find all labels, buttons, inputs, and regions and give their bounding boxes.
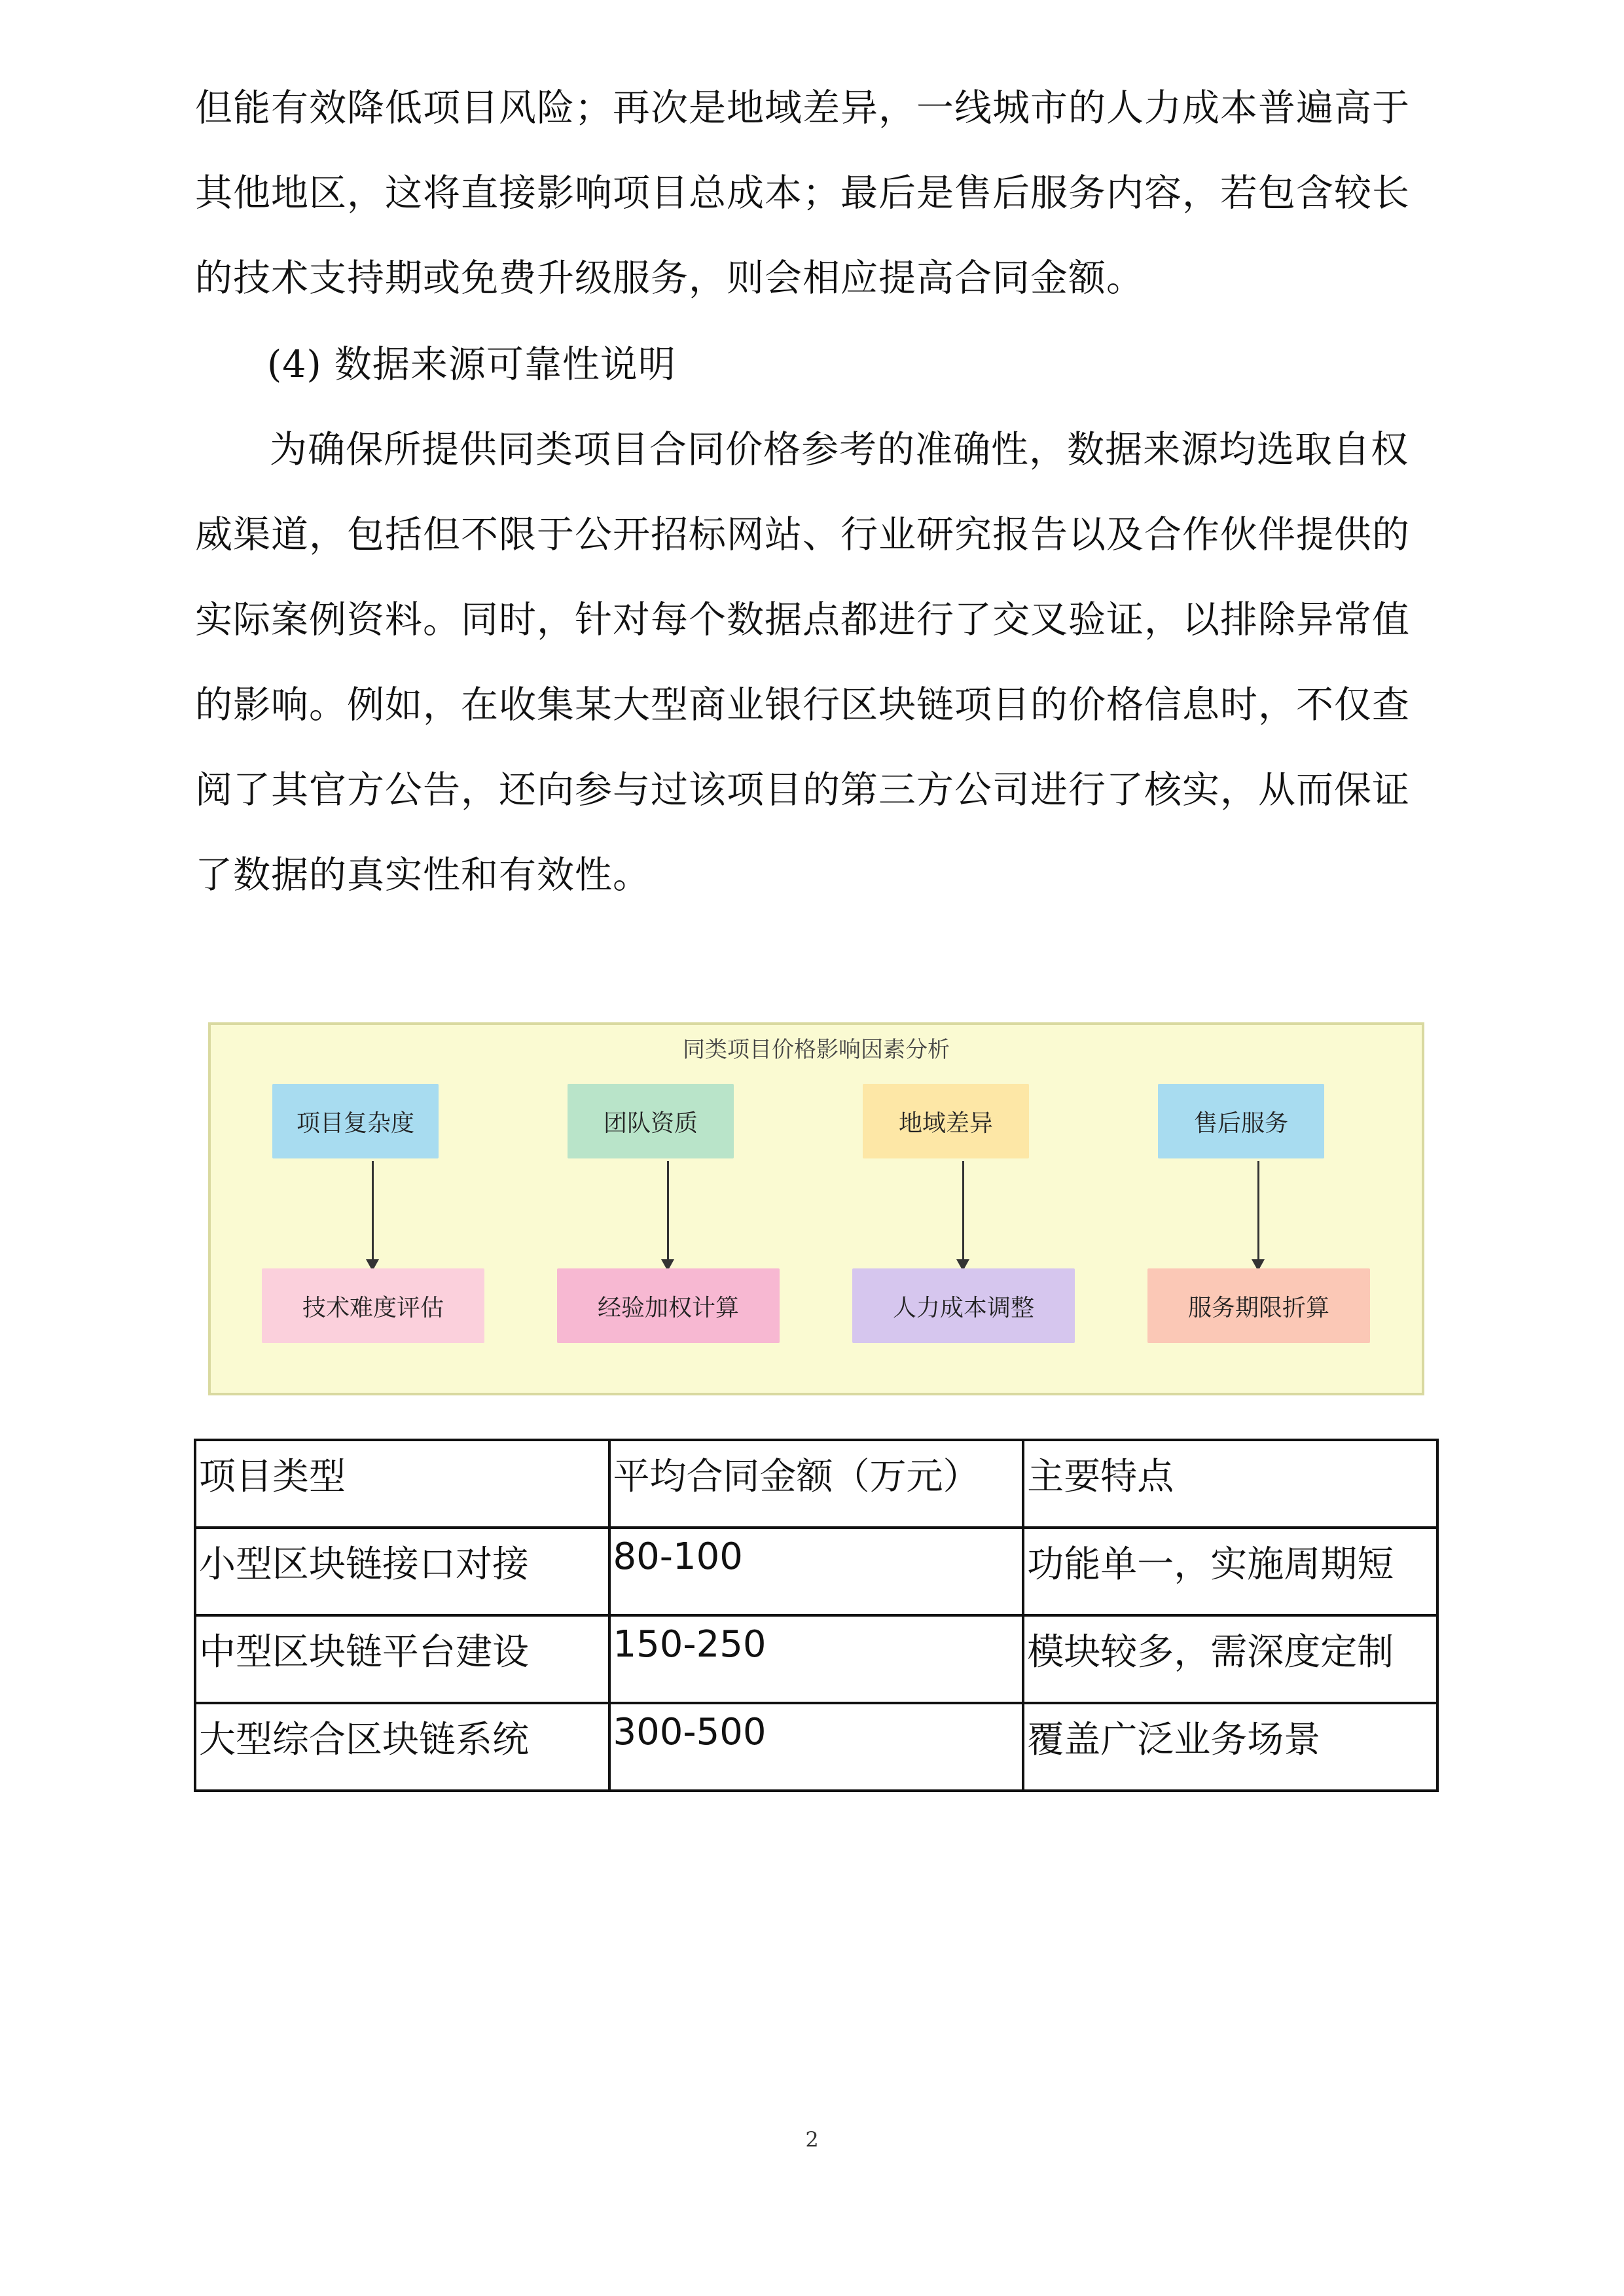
table-header-row xyxy=(195,1440,1437,1528)
arrow-region xyxy=(962,1161,964,1262)
result-box-labor-cost: 人力成本调整 xyxy=(852,1268,1075,1343)
table-cell: 模块较多，需深度定制 xyxy=(1023,1615,1437,1703)
table-cell: 覆盖广泛业务场景 xyxy=(1023,1703,1437,1791)
table-cell: 中型区块链平台建设 xyxy=(195,1615,609,1703)
factor-box-region: 地域差异 xyxy=(863,1084,1029,1158)
contract-price-table xyxy=(194,1439,1439,1792)
result-box-experience-weighting: 经验加权计算 xyxy=(557,1268,780,1343)
table-cell: 80-100 xyxy=(609,1528,1024,1615)
table-cell: 大型综合区块链系统 xyxy=(195,1703,609,1791)
table-row xyxy=(195,1528,1437,1615)
table-header-cell: 主要特点 xyxy=(1023,1440,1437,1528)
paragraph-data-reliability: 为确保所提供同类项目合同价格参考的准确性，数据来源均选取自权威渠道，包括但不限于公开招标网站、行业研究报告以及合作伙伴提供的实际案例资料。同时，针对每个数据点都进行了交叉验证，以排除异常值的影响。例如，在收集某大型商业银行区块链项目的价格信息时，不仅查阅了其官方公告，还向参与过该项目的第三方公司进行了核实，从而保证了数据的真实性和有效性。 xyxy=(195,428,1410,897)
table-cell: 小型区块链接口对接 xyxy=(195,1528,609,1615)
table-header-cell: 项目类型 xyxy=(195,1440,609,1528)
section-heading-data-source: (4) 数据来源可靠性说明 xyxy=(267,343,676,386)
factor-box-complexity: 项目复杂度 xyxy=(272,1084,439,1158)
table-row xyxy=(195,1703,1437,1791)
price-factor-diagram xyxy=(208,1022,1424,1395)
factor-box-team: 团队资质 xyxy=(568,1084,734,1158)
paragraph-cost-factors: 但能有效降低项目风险；再次是地域差异，一线城市的人力成本普遍高于其他地区，这将直接影响项目总成本；最后是售后服务内容，若包含较长的技术支持期或免费升级服务，则会相应提高合同金额。 xyxy=(195,86,1410,300)
factor-box-after-sales: 售后服务 xyxy=(1158,1084,1324,1158)
arrow-team xyxy=(667,1161,669,1262)
page-number: 2 xyxy=(805,2127,819,2152)
result-box-service-period: 服务期限折算 xyxy=(1147,1268,1370,1343)
arrow-complexity xyxy=(372,1161,374,1262)
table-header-cell: 平均合同金额（万元） xyxy=(609,1440,1024,1528)
table-row xyxy=(195,1615,1437,1703)
table-cell: 功能单一，实施周期短 xyxy=(1023,1528,1437,1615)
result-box-tech-difficulty: 技术难度评估 xyxy=(262,1268,484,1343)
table-cell: 150-250 xyxy=(609,1615,1024,1703)
diagram-title: 同类项目价格影响因素分析 xyxy=(683,1037,950,1063)
arrow-after-sales xyxy=(1257,1161,1259,1262)
table-cell: 300-500 xyxy=(609,1703,1024,1791)
